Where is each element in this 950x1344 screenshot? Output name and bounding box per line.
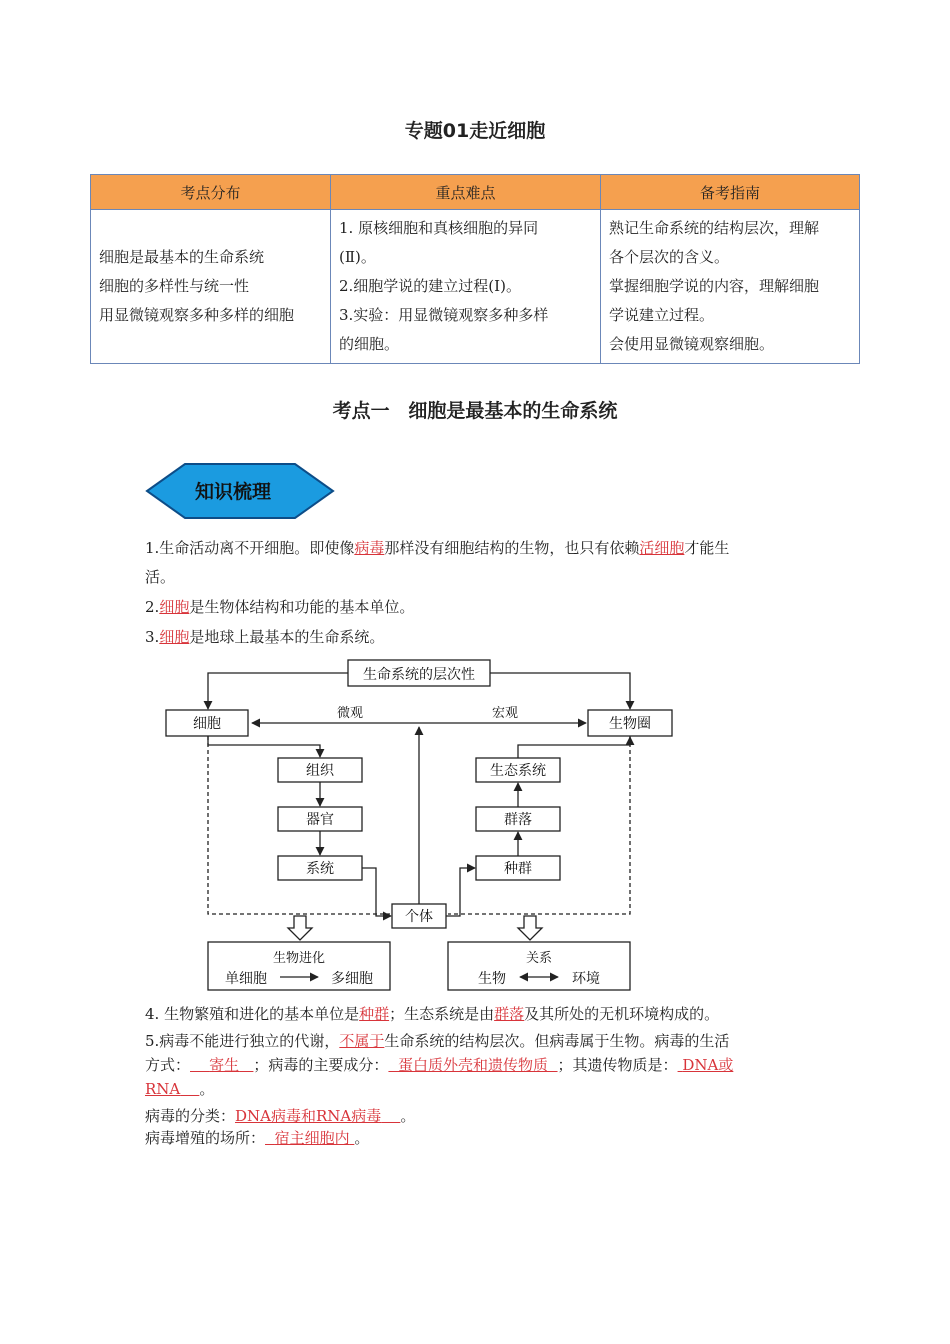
macro-label: 宏观	[491, 706, 519, 721]
unicellular-label: 单细胞	[225, 971, 267, 987]
svg-text:知识梳理: 知识梳理	[194, 481, 272, 503]
paragraph-7: 病毒增殖的场所： 宿主细胞内 。	[145, 1129, 370, 1147]
header-key-points: 重点难点	[331, 175, 601, 210]
community-node: 群落	[504, 812, 532, 828]
multicellular-label: 多细胞	[331, 971, 373, 987]
paragraph-5: 5.病毒不能进行独立的代谢，不属于生命系统的结构层次。但病毒属于生物。病毒的生活 方式： 寄生 ；病毒的主要成分： 蛋白质外壳和遗传物质 ；其遗传物质是： DNA或 RNA 。	[145, 1032, 734, 1098]
micro-label: 微观	[336, 706, 364, 721]
paragraph-3: 3.细胞是地球上最基本的生命系统。	[145, 628, 385, 646]
paragraph-2: 2.细胞是生物体结构和功能的基本单位。	[145, 598, 415, 616]
paragraph-6: 病毒的分类：DNA病毒和RNA病毒 。	[145, 1107, 416, 1125]
section-title: 考点一 细胞是最基本的生命系统	[332, 400, 618, 422]
organism-label: 生物	[478, 971, 506, 987]
topic-cell: 细胞是最基本的生命系统 细胞的多样性与统一性 用显微镜观察多种多样的细胞	[91, 210, 331, 364]
page-title: 专题01走近细胞	[404, 120, 546, 142]
environment-label: 环境	[572, 971, 600, 987]
relation-title: 关系	[525, 951, 553, 966]
header-topic: 考点分布	[91, 175, 331, 210]
tissue-node: 组织	[306, 763, 334, 779]
life-system-diagram	[160, 655, 680, 995]
paragraph-4: 4. 生物繁殖和进化的基本单位是种群；生态系统是由群落及其所处的无机环境构成的。	[145, 1005, 720, 1023]
evolution-title: 生物进化	[272, 951, 326, 966]
knowledge-badge	[145, 460, 335, 522]
header-guide: 备考指南	[601, 175, 860, 210]
paragraph-1: 1.生命活动离不开细胞。即使像病毒那样没有细胞结构的生物，也只有依赖活细胞才能生 活。	[145, 539, 730, 586]
cell-node: 细胞	[193, 716, 221, 732]
organ-node: 器官	[306, 812, 334, 828]
key-points-cell: 1. 原核细胞和真核细胞的异同 (Ⅱ)。 2.细胞学说的建立过程(Ⅰ)。 3.实验：用显微镜观察多种多样 的细胞。	[331, 210, 601, 364]
guide-cell: 熟记生命系统的结构层次，理解 各个层次的含义。 掌握细胞学说的内容，理解细胞 学说建立过程。 会使用显微镜观察细胞。	[601, 210, 860, 364]
individual-node: 个体	[405, 909, 433, 925]
biosphere-node: 生物圈	[609, 716, 651, 732]
overview-table	[90, 174, 860, 364]
system-node: 系统	[306, 861, 334, 877]
population-node: 种群	[504, 861, 532, 877]
ecosystem-node: 生态系统	[490, 763, 546, 779]
diagram-top-label: 生命系统的层次性	[363, 667, 475, 683]
